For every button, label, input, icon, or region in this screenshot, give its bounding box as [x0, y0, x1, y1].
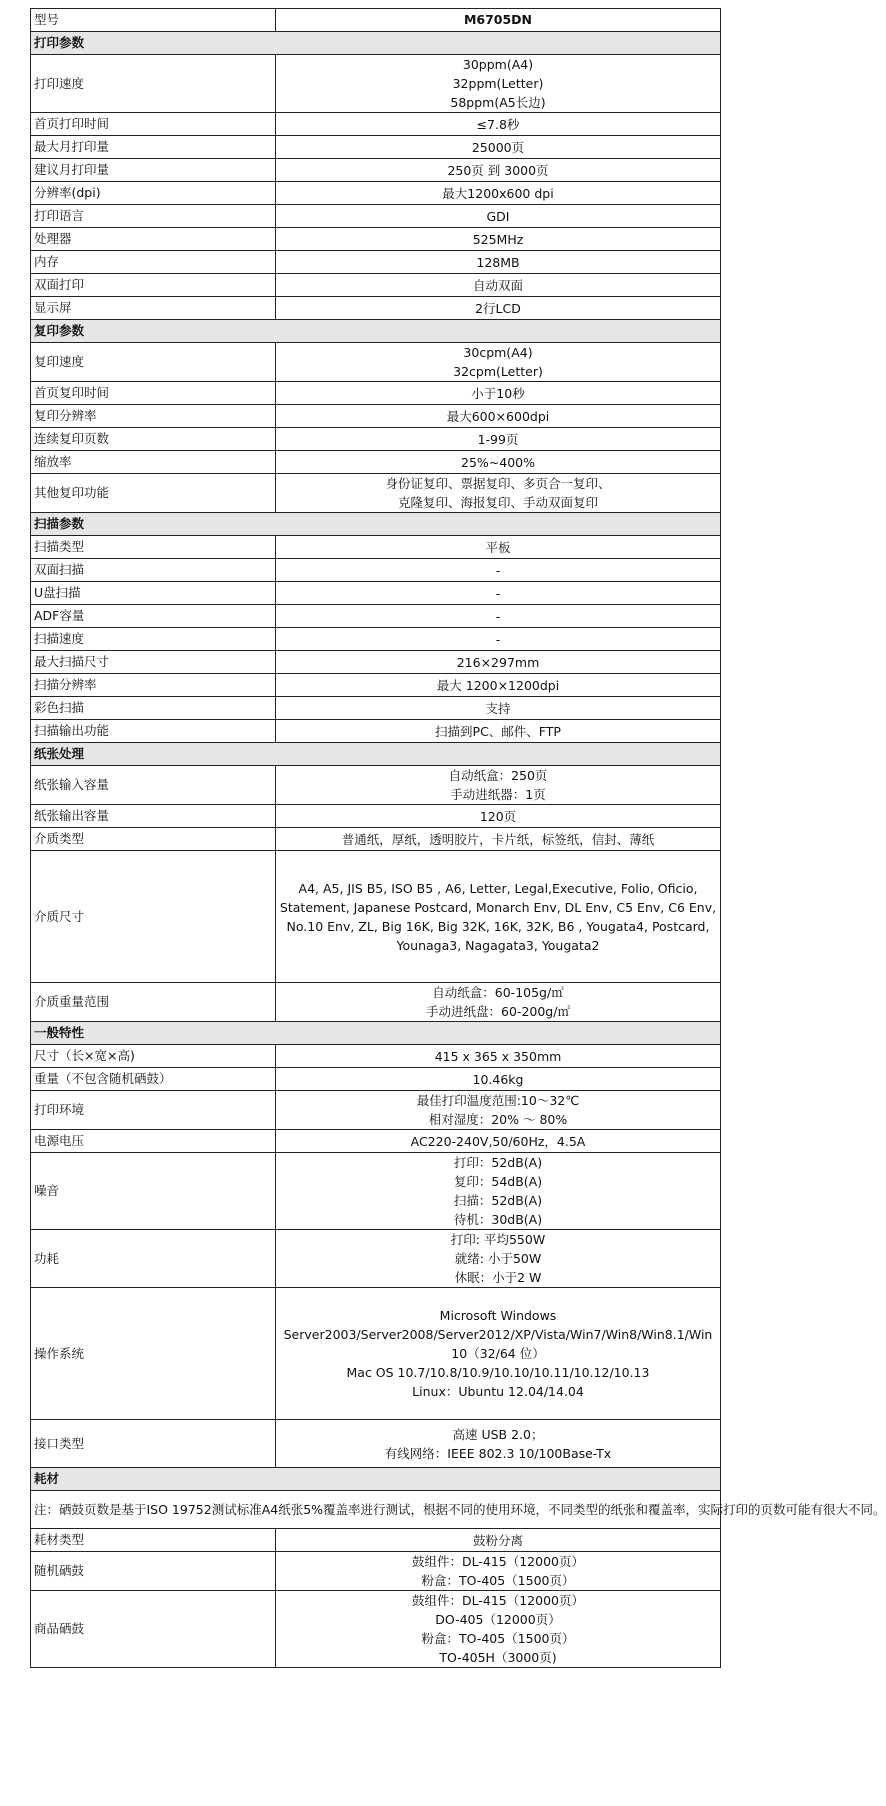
spec-value [276, 536, 721, 559]
spec-value-line: - [495, 631, 501, 647]
section-header [31, 32, 721, 55]
spec-label: 打印速度 [31, 55, 276, 113]
spec-value-line: 高速 USB 2.0； [452, 1426, 544, 1442]
spec-label: 商品硒鼓 [31, 1591, 276, 1668]
spec-value-line: Mac OS 10.7/10.8/10.9/10.10/10.11/10.12/10.13 [346, 1365, 650, 1380]
spec-value-line: 扫描：52dB(A) [453, 1193, 543, 1208]
spec-value-line: AC220-240V,50/60Hz，4.5A [410, 1133, 586, 1149]
spec-label: 操作系统 [31, 1288, 276, 1420]
spec-label: 分辨率(dpi) [31, 182, 276, 205]
spec-row [31, 228, 721, 251]
note-row [31, 1491, 721, 1529]
section-header [31, 1468, 721, 1491]
spec-value [276, 582, 721, 605]
spec-label: 打印语言 [31, 205, 276, 228]
spec-row [31, 1130, 721, 1153]
spec-label: U盘扫描 [31, 582, 276, 605]
spec-value-line: 打印：52dB(A) [453, 1155, 543, 1170]
spec-value [276, 605, 721, 628]
spec-value [276, 1068, 721, 1091]
spec-value [276, 1091, 721, 1130]
section-title: 纸张处理 [31, 743, 721, 766]
spec-label: 最大月打印量 [31, 136, 276, 159]
spec-row [31, 274, 721, 297]
spec-value-line: 休眠：小于2 W [454, 1270, 542, 1285]
spec-value-line: 10.46kg [472, 1071, 524, 1087]
spec-row [31, 405, 721, 428]
spec-value-line: GDI [486, 208, 510, 224]
spec-value-line: 普通纸，厚纸，透明胶片，卡片纸，标签纸，信封、薄纸 [341, 831, 655, 847]
spec-value [276, 159, 721, 182]
spec-label: 噪音 [31, 1153, 276, 1230]
spec-value-line: 1-99页 [477, 431, 519, 447]
spec-label: 随机硒鼓 [31, 1552, 276, 1591]
spec-value-line: A4, A5, JIS B5, ISO B5 , A6, Letter, Legal,Executive, Folio, Oficio, [298, 880, 698, 896]
model-row [31, 9, 721, 32]
spec-value-line: 最大600×600dpi [446, 408, 550, 424]
spec-row [31, 428, 721, 451]
spec-row [31, 1529, 721, 1552]
spec-value-line: 最大 1200×1200dpi [436, 677, 560, 693]
spec-row [31, 343, 721, 382]
spec-value-line: 250页 到 3000页 [447, 162, 549, 178]
spec-label: 电源电压 [31, 1130, 276, 1153]
spec-value [276, 182, 721, 205]
spec-value [276, 1552, 721, 1591]
spec-value-line: Linux：Ubuntu 12.04/14.04 [412, 1384, 584, 1399]
spec-row [31, 1153, 721, 1230]
spec-value-line: 自动双面 [472, 277, 523, 293]
spec-value-line: 小于10秒 [471, 385, 525, 401]
spec-value [276, 251, 721, 274]
spec-value-line: 扫描到PC、邮件、FTP [435, 723, 561, 739]
spec-value-line: Server2003/Server2008/Server2012/XP/Vista/Win7/Win8/Win8.1/Win [283, 1327, 713, 1342]
spec-value-line: 手动进纸器：1页 [450, 787, 546, 802]
spec-label: 其他复印功能 [31, 474, 276, 513]
spec-value [276, 228, 721, 251]
spec-table [30, 8, 886, 1668]
spec-row [31, 1230, 721, 1288]
spec-value-line: - [495, 608, 501, 624]
spec-value-line: DO-405（12000页） [435, 1612, 561, 1627]
spec-value [276, 451, 721, 474]
spec-label: 首页复印时间 [31, 382, 276, 405]
spec-label: 重量（不包含随机硒鼓） [31, 1068, 276, 1091]
spec-value [276, 55, 721, 113]
spec-row [31, 159, 721, 182]
spec-value [276, 851, 721, 983]
spec-value [276, 474, 721, 513]
spec-value [276, 1045, 721, 1068]
spec-value-line: 30ppm(A4) [462, 57, 534, 72]
spec-label: 显示屏 [31, 297, 276, 320]
spec-row [31, 805, 721, 828]
spec-value-line: 鼓粉分离 [472, 1532, 523, 1548]
spec-value [276, 1591, 721, 1668]
spec-value-line: 最大1200x600 dpi [442, 185, 554, 201]
spec-value [276, 205, 721, 228]
spec-value-line: 自动纸盒：250页 [448, 768, 548, 783]
spec-label: 彩色扫描 [31, 697, 276, 720]
spec-row [31, 605, 721, 628]
spec-value-line: 58ppm(A5长边) [450, 95, 546, 110]
spec-label: 处理器 [31, 228, 276, 251]
spec-value-line: 就绪: 小于50W [454, 1251, 542, 1266]
spec-value-line: 有线网络：IEEE 802.3 10/100Base-Tx [384, 1445, 612, 1461]
spec-label: 接口类型 [31, 1420, 276, 1468]
spec-row [31, 474, 721, 513]
spec-label: 连续复印页数 [31, 428, 276, 451]
spec-row [31, 983, 721, 1022]
spec-value-line: 32ppm(Letter) [452, 76, 544, 91]
spec-label: 介质重量范围 [31, 983, 276, 1022]
spec-value [276, 382, 721, 405]
spec-label: 双面打印 [31, 274, 276, 297]
spec-value-line: 待机：30dB(A) [453, 1212, 543, 1227]
spec-label: 缩放率 [31, 451, 276, 474]
spec-label: 纸张输出容量 [31, 805, 276, 828]
spec-value-line: 手动进纸盘：60-200g/㎡ [426, 1004, 570, 1019]
spec-value [276, 828, 721, 851]
spec-value-line: 自动纸盒：60-105g/㎡ [432, 985, 564, 1000]
spec-row [31, 697, 721, 720]
spec-value-line: ≤7.8秒 [476, 116, 520, 132]
spec-row [31, 113, 721, 136]
spec-row [31, 766, 721, 805]
spec-value-line: 10（32/64 位） [451, 1346, 545, 1361]
spec-value [276, 1230, 721, 1288]
section-title: 一般特性 [31, 1022, 721, 1045]
spec-value-line: 32cpm(Letter) [453, 364, 543, 379]
section-header [31, 1022, 721, 1045]
section-title: 扫描参数 [31, 513, 721, 536]
spec-value-line: 最佳打印温度范围:10～32℃ [416, 1093, 580, 1108]
spec-label: 功耗 [31, 1230, 276, 1288]
spec-value-line: 25%~400% [461, 454, 535, 470]
spec-label: ADF容量 [31, 605, 276, 628]
spec-row [31, 1045, 721, 1068]
spec-value-line: No.10 Env, ZL, Big 16K, Big 32K, 16K, 32K, B6 , Yougata4, Postcard, [286, 918, 710, 934]
spec-label: 尺寸（长×宽×高) [31, 1045, 276, 1068]
spec-label: 内存 [31, 251, 276, 274]
spec-value [276, 674, 721, 697]
spec-value-line: 525MHz [472, 231, 524, 247]
section-title: 复印参数 [31, 320, 721, 343]
spec-value [276, 766, 721, 805]
spec-value-line: 支持 [485, 700, 511, 716]
spec-value-line: 25000页 [471, 139, 525, 155]
spec-value-line: 粉盒：TO-405（1500页） [421, 1573, 575, 1588]
section-header [31, 320, 721, 343]
spec-row [31, 1552, 721, 1591]
spec-label: 首页打印时间 [31, 113, 276, 136]
model-label: 型号 [31, 9, 276, 32]
spec-value-line: 30cpm(A4) [463, 345, 533, 360]
spec-label: 打印环境 [31, 1091, 276, 1130]
spec-value-line: 相对湿度：20% ～ 80% [428, 1112, 568, 1127]
spec-row [31, 182, 721, 205]
spec-label: 双面扫描 [31, 559, 276, 582]
spec-value-line: 平板 [485, 539, 511, 555]
spec-value-line: 2行LCD [475, 300, 521, 316]
spec-value [276, 651, 721, 674]
spec-label: 介质尺寸 [31, 851, 276, 983]
spec-row [31, 251, 721, 274]
consumable-note: 注：硒鼓页数是基于ISO 19752测试标准A4纸张5%覆盖率进行测试，根据不同的使用环境，不同类型的纸张和覆盖率，实际打印的页数可能有很大不同。 [31, 1491, 721, 1529]
spec-value [276, 559, 721, 582]
spec-row [31, 1068, 721, 1091]
spec-label: 扫描分辨率 [31, 674, 276, 697]
spec-label: 最大扫描尺寸 [31, 651, 276, 674]
spec-value [276, 274, 721, 297]
spec-label: 复印分辨率 [31, 405, 276, 428]
spec-row [31, 851, 721, 983]
spec-value [276, 1153, 721, 1230]
spec-value [276, 405, 721, 428]
spec-row [31, 582, 721, 605]
spec-value-line: Statement, Japanese Postcard, Monarch Env, DL Env, C5 Env, C6 Env, [279, 899, 717, 915]
spec-value [276, 136, 721, 159]
spec-row [31, 1420, 721, 1468]
spec-value-line: 复印：54dB(A) [453, 1174, 543, 1189]
spec-row [31, 828, 721, 851]
spec-row [31, 651, 721, 674]
spec-value [276, 1420, 721, 1468]
spec-label: 纸张输入容量 [31, 766, 276, 805]
spec-row [31, 55, 721, 113]
spec-value-line: 克隆复印、海报复印、手动双面复印 [397, 495, 598, 510]
spec-row [31, 136, 721, 159]
spec-value [276, 343, 721, 382]
spec-value [276, 805, 721, 828]
section-header [31, 743, 721, 766]
spec-value [276, 428, 721, 451]
spec-value-line: 128MB [476, 254, 520, 270]
spec-value-line: 鼓组件：DL-415（12000页） [411, 1593, 584, 1608]
spec-value [276, 720, 721, 743]
spec-row [31, 720, 721, 743]
model-value: M6705DN [276, 9, 721, 32]
spec-label: 扫描速度 [31, 628, 276, 651]
spec-value [276, 628, 721, 651]
spec-value-line: Microsoft Windows [439, 1308, 557, 1323]
spec-value [276, 1130, 721, 1153]
spec-value [276, 697, 721, 720]
spec-row [31, 451, 721, 474]
spec-value [276, 1529, 721, 1552]
spec-row [31, 536, 721, 559]
spec-label: 复印速度 [31, 343, 276, 382]
spec-value-line: 415 x 365 x 350mm [434, 1048, 562, 1064]
spec-label: 介质类型 [31, 828, 276, 851]
spec-row [31, 1288, 721, 1420]
spec-value [276, 983, 721, 1022]
spec-label: 扫描类型 [31, 536, 276, 559]
spec-value [276, 113, 721, 136]
spec-value-line: - [495, 585, 501, 601]
spec-value [276, 297, 721, 320]
spec-value-line: 粉盒：TO-405（1500页） [421, 1631, 575, 1646]
spec-row [31, 674, 721, 697]
spec-label: 建议月打印量 [31, 159, 276, 182]
spec-label: 扫描输出功能 [31, 720, 276, 743]
spec-value-line: 鼓组件：DL-415（12000页） [411, 1554, 584, 1569]
spec-value-line: 身份证复印、票据复印、多页合一复印、 [385, 476, 611, 491]
spec-row [31, 559, 721, 582]
spec-row [31, 1091, 721, 1130]
spec-row [31, 628, 721, 651]
spec-value-line: Younaga3, Nagagata3, Yougata2 [396, 937, 600, 953]
section-title: 打印参数 [31, 32, 721, 55]
spec-value-line: 打印: 平均550W [450, 1232, 546, 1247]
spec-row [31, 382, 721, 405]
spec-value-line: 216×297mm [456, 654, 540, 670]
spec-label: 耗材类型 [31, 1529, 276, 1552]
spec-row [31, 297, 721, 320]
spec-row [31, 205, 721, 228]
spec-value-line: - [495, 562, 501, 578]
spec-value-line: 120页 [479, 808, 517, 824]
spec-value [276, 1288, 721, 1420]
section-header [31, 513, 721, 536]
spec-value-line: TO-405H（3000页) [439, 1650, 557, 1665]
section-title: 耗材 [31, 1468, 721, 1491]
spec-row [31, 1591, 721, 1668]
